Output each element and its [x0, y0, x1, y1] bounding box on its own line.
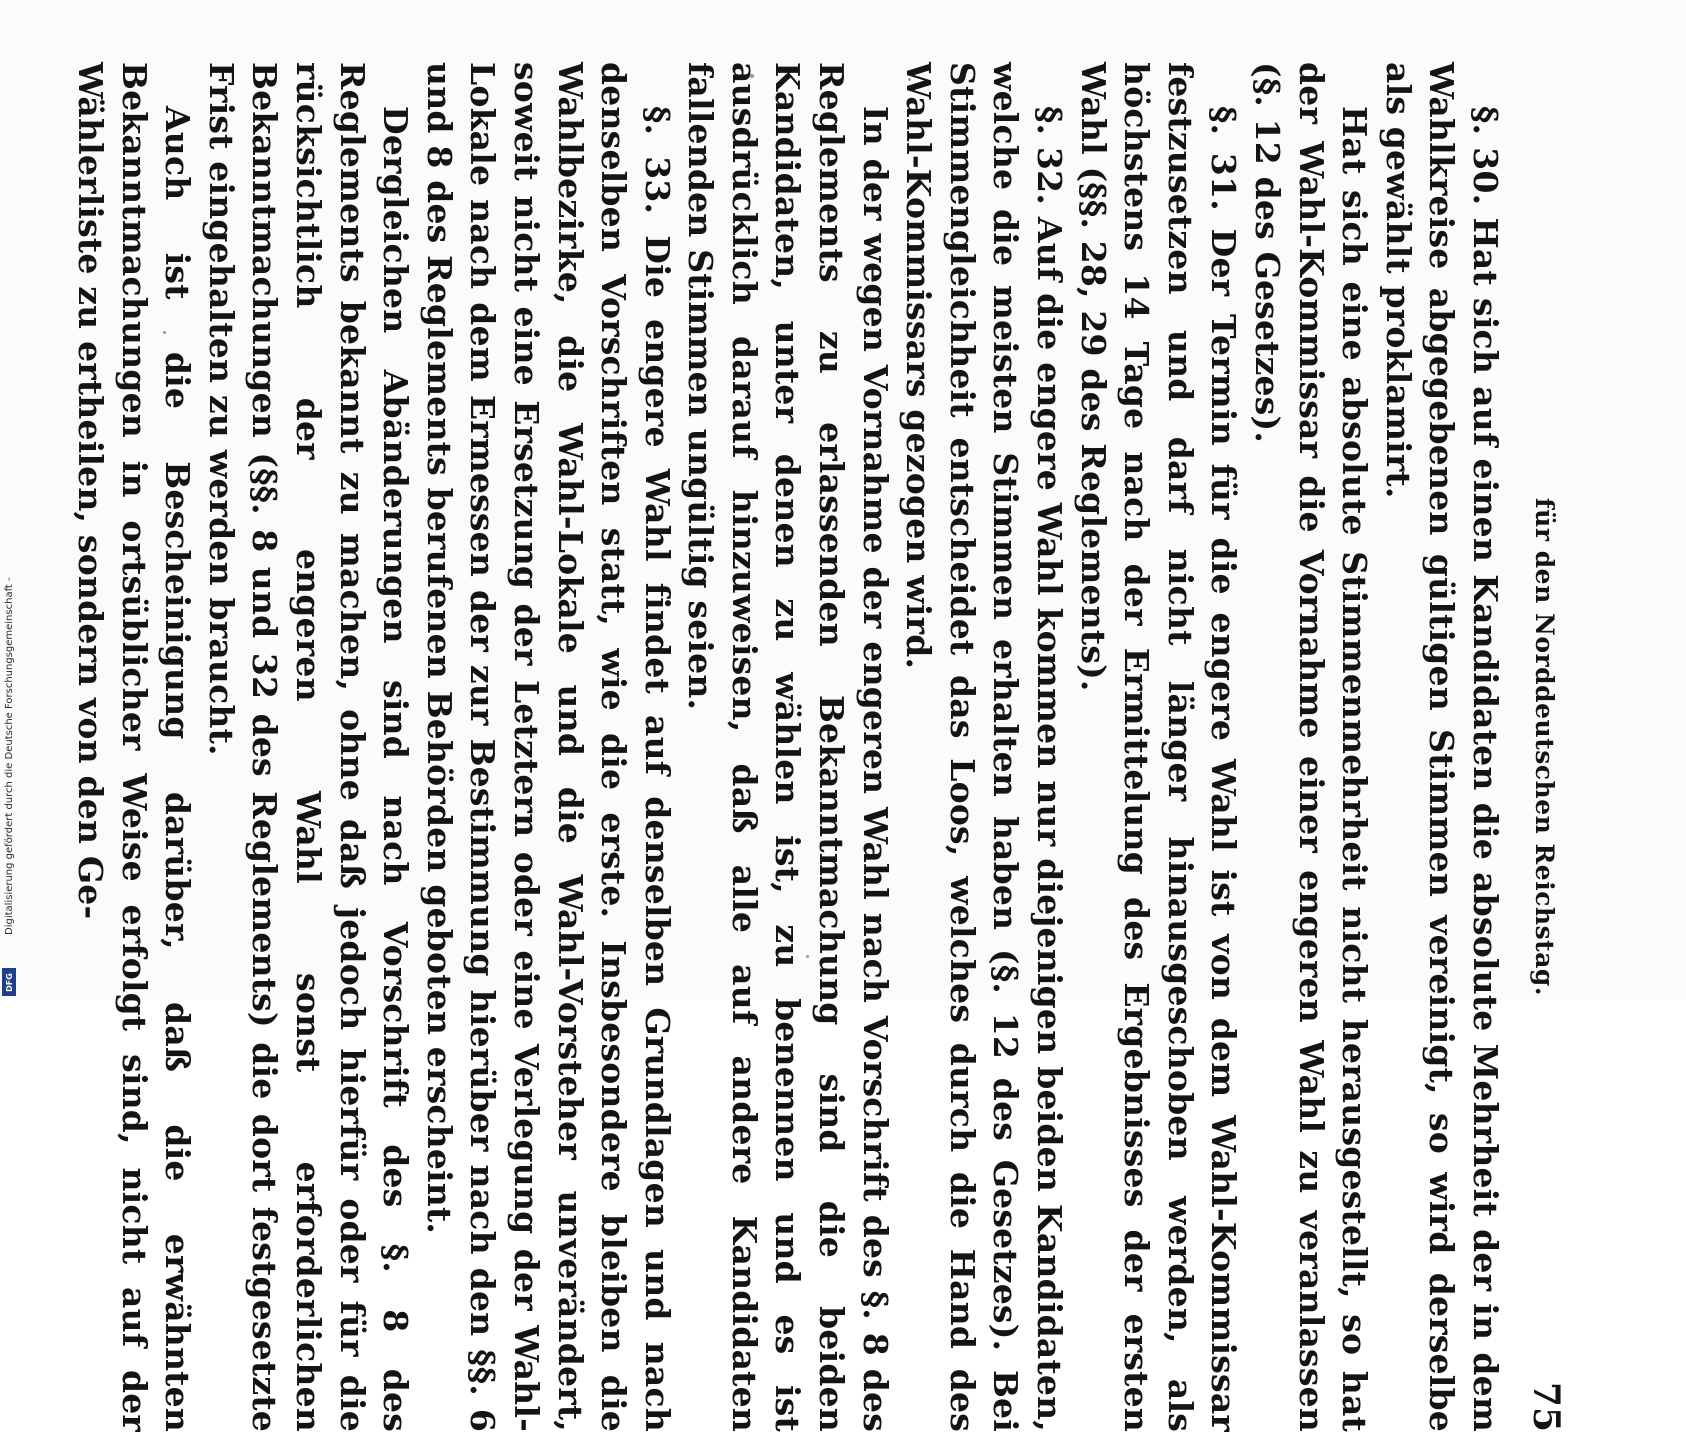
- paragraph-section-31: §. 31. Der Termin für die engere Wahl ist von dem Wahl-Kommissar festzusetzen und darf nicht länger hinausgeschoben werden, als höchstens 14 Tage nach der Ermittelung des Ergebnisses der ersten Wahl (§§. 28, 29 des Reglements).: [1073, 62, 1244, 1432]
- page-number: 75: [1525, 1381, 1567, 1432]
- rotated-book-page: [71, 62, 1577, 1432]
- paragraph-announcement: In der wegen Vornahme der engeren Wahl nach Vorschrift des §. 8 des Reglements zu erlassenden Bekanntmachung sind die beiden Kandidaten, unter denen zu wählen ist, zu benennen und es ist ausdrücklich darauf hinzuweisen, daß alle auf andere Kandidaten fallenden Stimmen ungültig seien.: [681, 62, 895, 1432]
- paragraph-section-33: §. 33. Die engere Wahl findet auf denselben Grundlagen und nach denselben Vorschriften statt, wie die erste. Insbesondere bleiben die Wahlbezirke, die Wahl-Lokale und die Wahl-Vorsteher unverändert, soweit nicht eine Ersetzung der Letztern oder eine Verlegung der Wahl-Lokale nach dem Ermessen der zur Bestimmung hierüber nach den §§. 6 und 8 des Reglements berufenen Behörden geboten erscheint.: [419, 62, 677, 1432]
- page-header: [1507, 62, 1577, 1432]
- dfg-logo-icon: [2, 968, 16, 996]
- paragraph-section-32: §. 32. Auf die engere Wahl kommen nur diejenigen beiden Kandidaten, welche die meisten Stimmen erhalten haben (§. 12 des Gesetzes). Bei Stimmengleichheit entscheidet das Loos, welches durch die Hand des Wahl-Kommissars gezogen wird.: [899, 62, 1070, 1432]
- page-body: [68, 62, 1507, 1432]
- running-head: für den Norddeutschen Reichstag.: [1530, 497, 1559, 997]
- paragraph-absolute-majority: Hat sich eine absolute Stimmenmehrheit nicht herausgestellt, so hat der Wahl-Kommissar die Vornahme einer engeren Wahl zu veranlassen (§. 12 des Gesetzes).: [1248, 62, 1375, 1432]
- dfg-logo-text: DFG: [4, 972, 14, 992]
- paragraph-amendments: Dergleichen Abänderungen sind nach Vorschrift des §. 8 des Reglements bekannt zu machen, ohne daß jedoch hierfür oder für die rücksichtlich der engeren Wahl sonst erforderlichen Bekanntmachungen (§§. 8 und 32 des Reglements) die dort festgesetzte Frist eingehalten zu werden braucht.: [201, 62, 416, 1432]
- digitization-credit: Digitalisierung gefördert durch die Deutsche Forschungsgemeinschaft -: [4, 577, 15, 935]
- paragraph-certification: Auch ist die Bescheinigung darüber, daß die erwähnten Bekanntmachungen in ortsüblicher Weise erfolgt sind, nicht auf der Wählerliste zu ertheilen, sondern von den Ge-: [71, 62, 198, 1432]
- paragraph-section-30: §. 30. Hat sich auf einen Kandidaten die absolute Mehrheit der in dem Wahlkreise abgegebenen gültigen Stimmen vereinigt, so wird derselbe als gewählt proklamirt.: [1378, 62, 1505, 1432]
